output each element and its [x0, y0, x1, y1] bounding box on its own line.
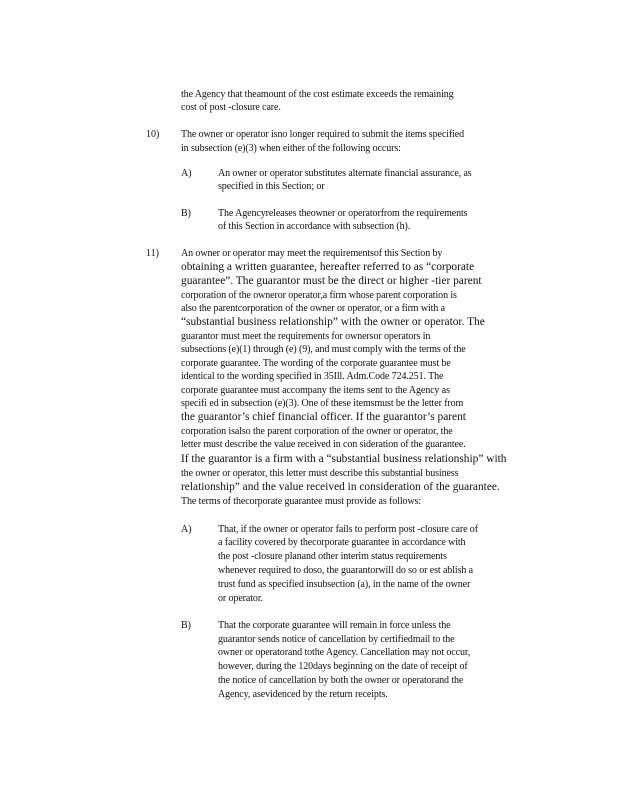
item-11-line: “substantial business relationship” with the owner or operator. The	[181, 316, 485, 328]
item-11-line: letter must describe the value received in con sideration of the guarantee.	[181, 439, 466, 450]
item-11-sub-a-line: a facility covered by thecorporate guarantee in accordance with	[218, 537, 466, 548]
item-11-line: obtaining a written guarantee, hereafter referred to as “corporate	[181, 261, 475, 273]
item-10-sub-b-line: of this Section in accordance with subsection (h).	[218, 221, 411, 232]
item-11-line: corporation of the owneror operator,a firm whose parent corporation is	[181, 290, 457, 301]
item-11-sub-b-line: the notice of cancellation by both the owner or operatorand the	[218, 675, 464, 686]
item-11-line: relationship” and the value received in consideration of the guarantee.	[181, 481, 500, 493]
item-11-sub-b-line: guarantor sends notice of cancellation by certifiedmail to the	[218, 634, 455, 645]
item-10-sub-b-line: The Agencyreleases theowner or operatorfrom the requirements	[218, 208, 468, 219]
item-11-line: subsections (e)(1) through (e) (9), and must comply with the terms of the	[181, 344, 466, 355]
item-11-sub-a-line: or operator.	[218, 593, 263, 604]
item-11-line: corporation isalso the parent corporation of the owner or operator, the	[181, 426, 453, 437]
item-11-line: If the guarantor is a firm with a “substantial business relationship” with	[181, 453, 507, 465]
item-11-line: the guarantor’s chief financial officer. If the guarantor’s parent	[181, 411, 466, 423]
item-11-line: also the parentcorporation of the owner or operator, or a firm with a	[181, 303, 445, 314]
item-11-sub-b-line: Agency, asevidenced by the return receipts.	[218, 689, 388, 700]
item-11-sub-b-label: B)	[181, 620, 191, 631]
item-10-sub-b-label: B)	[181, 208, 191, 219]
intro-line: cost of post -closure care.	[181, 102, 281, 113]
item-11-sub-a-line: whenever required to doso, the guarantorwill do so or est ablish a	[218, 565, 473, 576]
item-10-sub-a-line: specified in this Section; or	[218, 181, 325, 192]
item-11-sub-b-line: owner or operatorand tothe Agency. Cancellation may not occur,	[218, 647, 471, 658]
item-11-number: 11)	[146, 248, 159, 259]
item-11-line: identical to the wording specified in 35Ill. Adm.Code 724.251. The	[181, 371, 444, 382]
item-11-line: The terms of thecorporate guarantee must provide as follows:	[181, 496, 422, 507]
item-11-sub-b-line: however, during the 120days beginning on the date of receipt of	[218, 661, 468, 672]
item-11-line: the owner or operator, this letter must describe this substantial business	[181, 468, 459, 479]
item-10-sub-a-label: A)	[181, 168, 192, 179]
item-10-number: 10)	[146, 129, 160, 140]
item-11-line: corporate guarantee. The wording of the corporate guarantee must be	[181, 358, 451, 369]
item-11-sub-a-line: That, if the owner or operator fails to perform post -closure care of	[218, 524, 478, 535]
intro-line: the Agency that theamount of the cost estimate exceeds the remaining	[181, 89, 454, 100]
item-11-sub-b-line: That the corporate guarantee will remain in force unless the	[218, 620, 451, 631]
item-11-line: An owner or operator may meet the requirementsof this Section by	[181, 248, 443, 259]
item-10-line: in subsection (e)(3) when either of the following occurs:	[181, 143, 401, 154]
item-11-sub-a-line: the post -closure planand other interim status requirements	[218, 551, 447, 562]
item-11-line: guarantor must meet the requirements for ownersor operators in	[181, 331, 431, 342]
item-10-line: The owner or operator isno longer required to submit the items specified	[181, 129, 464, 140]
item-11-line: specifi ed in subsection (e)(3). One of these itemsmust be the letter from	[181, 398, 464, 409]
item-11-sub-a-line: trust fund as specified insubsection (a), in the name of the owner	[218, 579, 471, 590]
item-10-sub-a-line: An owner or operator substitutes alternate financial assurance, as	[218, 168, 472, 179]
item-11-line: guarantee”. The guarantor must be the direct or higher -tier parent	[181, 275, 482, 287]
item-11-sub-a-label: A)	[181, 524, 192, 535]
item-11-line: corporate guarantee must accompany the items sent to the Agency as	[181, 385, 450, 396]
